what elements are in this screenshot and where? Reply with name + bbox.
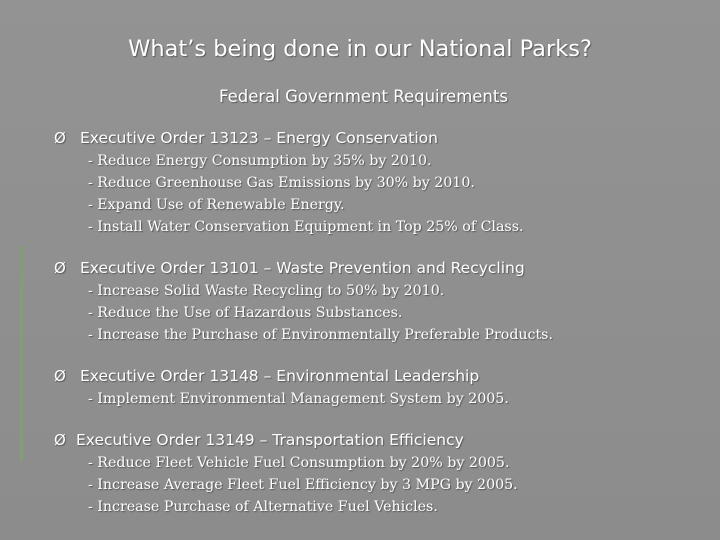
slide-title: What’s being done in our National Parks? <box>128 36 592 62</box>
arrow-bullet-icon: Ø <box>54 129 66 147</box>
list-item: - Reduce Energy Consumption by 35% by 2010. <box>88 153 432 169</box>
slide-subtitle: Federal Government Requirements <box>219 87 508 106</box>
list-item: - Reduce Fleet Vehicle Fuel Consumption by 20% by 2005. <box>88 455 510 471</box>
order-heading: Executive Order 13149 – Transportation Efficiency <box>76 431 464 449</box>
arrow-bullet-icon: Ø <box>54 367 66 385</box>
list-item: - Install Water Conservation Equipment in Top 25% of Class. <box>88 219 524 235</box>
list-item: - Reduce Greenhouse Gas Emissions by 30% by 2010. <box>88 175 475 191</box>
order-item-list <box>0 452 720 518</box>
order-item-list <box>0 280 720 346</box>
list-item: - Implement Environmental Management System by 2005. <box>88 391 509 407</box>
order-section-waste <box>0 259 720 346</box>
list-item: - Increase Average Fleet Fuel Efficiency by 3 MPG by 2005. <box>88 477 518 493</box>
order-heading: Executive Order 13101 – Waste Prevention and Recycling <box>80 259 525 277</box>
order-heading-row <box>0 367 720 387</box>
arrow-bullet-icon: Ø <box>54 259 66 277</box>
list-item: - Reduce the Use of Hazardous Substances. <box>88 305 403 321</box>
order-section-energy <box>0 129 720 238</box>
list-item: - Increase Purchase of Alternative Fuel Vehicles. <box>88 499 438 515</box>
order-heading: Executive Order 13148 – Environmental Leadership <box>80 367 480 385</box>
order-section-leadership <box>0 367 720 410</box>
order-heading-row <box>0 431 720 451</box>
order-heading-row <box>0 259 720 279</box>
order-item-list <box>0 388 720 410</box>
list-item: - Increase the Purchase of Environmentally Preferable Products. <box>88 327 553 343</box>
order-heading-row <box>0 129 720 149</box>
order-heading: Executive Order 13123 – Energy Conservation <box>80 129 438 147</box>
order-section-transportation <box>0 431 720 518</box>
arrow-bullet-icon: Ø <box>54 431 66 449</box>
list-item: - Expand Use of Renewable Energy. <box>88 197 345 213</box>
list-item: - Increase Solid Waste Recycling to 50% by 2010. <box>88 283 445 299</box>
order-item-list <box>0 150 720 238</box>
